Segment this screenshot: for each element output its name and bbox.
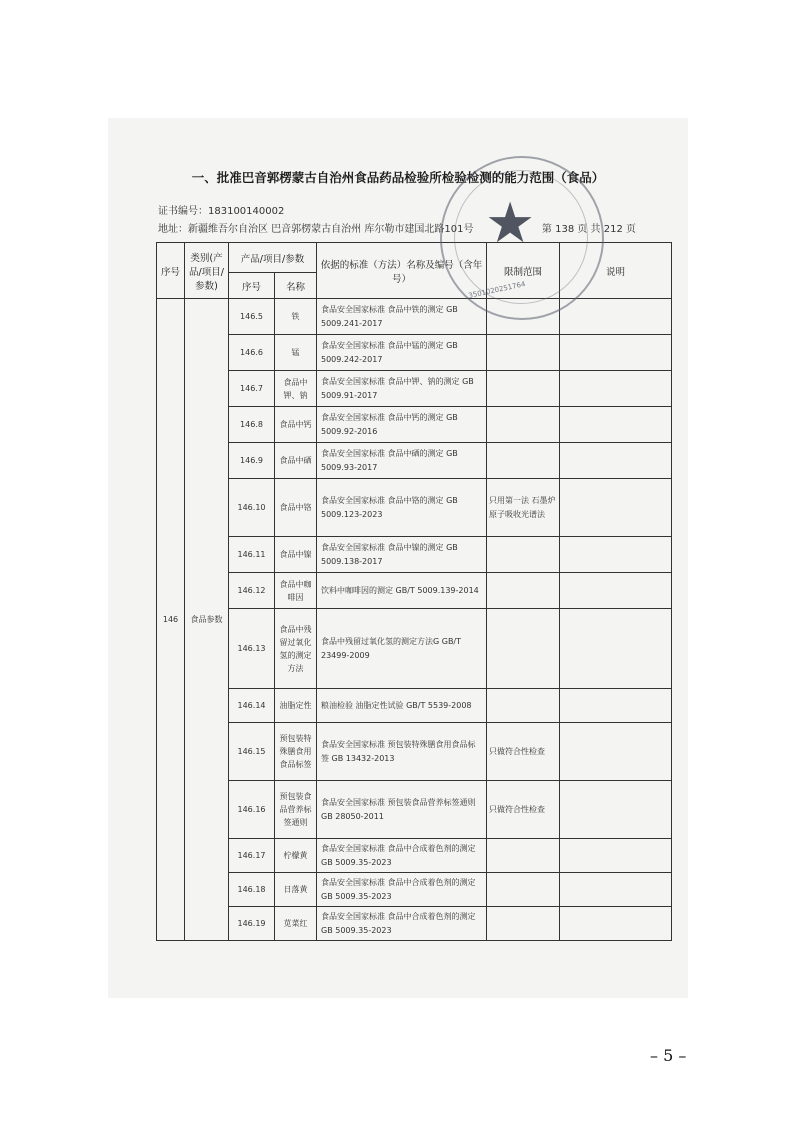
item-limit	[487, 443, 560, 479]
star-icon: ★	[485, 191, 536, 256]
item-no: 146.11	[229, 537, 275, 573]
item-no: 146.12	[229, 573, 275, 609]
item-no: 146.17	[229, 839, 275, 873]
scanned-page	[108, 118, 688, 998]
item-standard: 食品中残留过氧化氢的测定方法G GB/T 23499-2009	[317, 609, 487, 689]
item-standard: 食品安全国家标准 食品中钙的测定 GB 5009.92-2016	[317, 407, 487, 443]
item-name: 柠檬黄	[275, 839, 317, 873]
item-name: 食品中铬	[275, 479, 317, 537]
item-name: 铁	[275, 299, 317, 335]
item-name: 食品中钙	[275, 407, 317, 443]
header-limit: 限制范围	[487, 243, 560, 299]
item-remark	[560, 479, 672, 537]
header-remark: 说明	[560, 243, 672, 299]
item-limit	[487, 873, 560, 907]
table-row	[157, 335, 672, 371]
item-no: 146.7	[229, 371, 275, 407]
table-row	[157, 781, 672, 839]
item-no: 146.16	[229, 781, 275, 839]
item-standard: 食品安全国家标准 食品中合成着色剂的测定 GB 5009.35-2023	[317, 873, 487, 907]
item-no: 146.14	[229, 689, 275, 723]
table-row	[157, 573, 672, 609]
table-row	[157, 479, 672, 537]
certificate-number	[158, 202, 284, 217]
item-limit	[487, 371, 560, 407]
official-seal	[440, 156, 604, 320]
item-limit	[487, 407, 560, 443]
item-remark	[560, 907, 672, 941]
item-remark	[560, 371, 672, 407]
item-remark	[560, 839, 672, 873]
cert-value: 183100140002	[208, 206, 285, 217]
item-no: 146.19	[229, 907, 275, 941]
item-limit	[487, 839, 560, 873]
table-row	[157, 407, 672, 443]
table-row	[157, 299, 672, 335]
group-seq: 146	[157, 299, 185, 941]
scope-table	[156, 242, 672, 941]
address-value: 新疆维吾尔自治区 巴音郭楞蒙古自治州 库尔勒市建国北路101号	[188, 224, 474, 235]
item-remark	[560, 443, 672, 479]
table-row	[157, 609, 672, 689]
table-row	[157, 689, 672, 723]
item-no: 146.5	[229, 299, 275, 335]
header-sub-seq: 序号	[229, 273, 275, 299]
header-seq: 序号	[157, 243, 185, 299]
item-limit	[487, 609, 560, 689]
item-limit	[487, 335, 560, 371]
page-title: 一、批准巴音郭楞蒙古自治州食品药品检验所检验检测的能力范围（食品）	[191, 170, 605, 185]
header-category: 类别(产品/项目/参数)	[185, 243, 229, 299]
item-standard: 食品安全国家标准 食品中镍的测定 GB 5009.138-2017	[317, 537, 487, 573]
item-standard: 食品安全国家标准 食品中铁的测定 GB 5009.241-2017	[317, 299, 487, 335]
item-name: 食品中残留过氧化氢的测定方法	[275, 609, 317, 689]
item-no: 146.9	[229, 443, 275, 479]
item-name: 食品中硒	[275, 443, 317, 479]
group-category: 食品参数	[185, 299, 229, 941]
item-no: 146.13	[229, 609, 275, 689]
table-row	[157, 723, 672, 781]
item-remark	[560, 573, 672, 609]
item-remark	[560, 407, 672, 443]
header-sub-name: 名称	[275, 273, 317, 299]
item-remark	[560, 609, 672, 689]
table-row	[157, 443, 672, 479]
item-name: 食品中镍	[275, 537, 317, 573]
item-no: 146.18	[229, 873, 275, 907]
item-limit: 只用第一法 石墨炉原子吸收光谱法	[487, 479, 560, 537]
item-name: 食品中钾、钠	[275, 371, 317, 407]
seal-code: 3501020251764	[467, 280, 527, 300]
address	[158, 220, 473, 235]
item-name: 苋菜红	[275, 907, 317, 941]
item-remark	[560, 781, 672, 839]
item-name: 油脂定性	[275, 689, 317, 723]
item-standard: 食品安全国家标准 食品中合成着色剂的测定 GB 5009.35-2023	[317, 907, 487, 941]
header-standard: 依据的标准（方法）名称及编号（含年号）	[317, 243, 487, 299]
item-no: 146.15	[229, 723, 275, 781]
table-row	[157, 537, 672, 573]
item-standard: 食品安全国家标准 预包装特殊膳食用食品标签 GB 13432-2013	[317, 723, 487, 781]
item-remark	[560, 335, 672, 371]
header-group: 产品/项目/参数	[229, 243, 317, 273]
page-counter: 第 138 页 共 212 页	[541, 224, 636, 235]
item-limit	[487, 537, 560, 573]
item-remark	[560, 299, 672, 335]
item-standard: 食品安全国家标准 食品中合成着色剂的测定 GB 5009.35-2023	[317, 839, 487, 873]
item-remark	[560, 723, 672, 781]
item-remark	[560, 873, 672, 907]
item-limit	[487, 573, 560, 609]
item-no: 146.8	[229, 407, 275, 443]
cert-label: 证书编号：	[158, 206, 208, 217]
table-row	[157, 873, 672, 907]
item-name: 预包装特殊膳食用食品标签	[275, 723, 317, 781]
item-standard: 粮油检验 油脂定性试验 GB/T 5539-2008	[317, 689, 487, 723]
item-remark	[560, 689, 672, 723]
item-standard: 食品安全国家标准 预包装食品营养标签通则 GB 28050-2011	[317, 781, 487, 839]
item-limit	[487, 907, 560, 941]
item-name: 预包装食品营养标签通则	[275, 781, 317, 839]
footer-page-number: – 5 –	[650, 1046, 687, 1065]
item-standard: 食品安全国家标准 食品中铬的测定 GB 5009.123-2023	[317, 479, 487, 537]
item-remark	[560, 537, 672, 573]
item-standard: 食品安全国家标准 食品中硒的测定 GB 5009.93-2017	[317, 443, 487, 479]
item-no: 146.6	[229, 335, 275, 371]
item-standard: 食品安全国家标准 食品中钾、钠的测定 GB 5009.91-2017	[317, 371, 487, 407]
item-name: 锰	[275, 335, 317, 371]
item-no: 146.10	[229, 479, 275, 537]
table-row	[157, 371, 672, 407]
item-limit: 只做符合性检查	[487, 781, 560, 839]
item-name: 日落黄	[275, 873, 317, 907]
address-label: 地址：	[158, 224, 188, 235]
table-row	[157, 839, 672, 873]
item-limit	[487, 689, 560, 723]
item-name: 食品中咖啡因	[275, 573, 317, 609]
table-row	[157, 907, 672, 941]
item-standard: 饮料中咖啡因的测定 GB/T 5009.139-2014	[317, 573, 487, 609]
item-limit: 只做符合性检查	[487, 723, 560, 781]
item-standard: 食品安全国家标准 食品中锰的测定 GB 5009.242-2017	[317, 335, 487, 371]
